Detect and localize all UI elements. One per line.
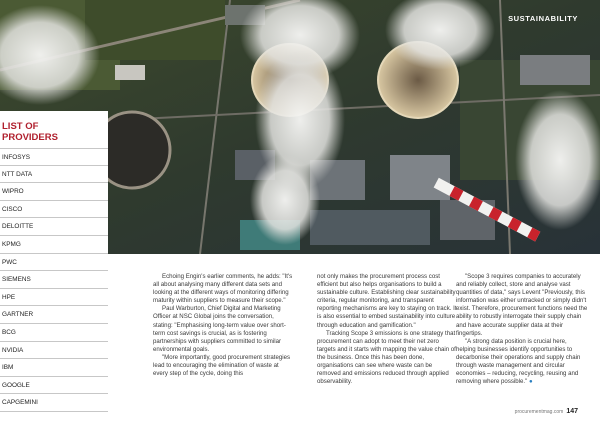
- provider-item: GARTNER: [0, 306, 108, 324]
- sidebar-title-line-1: LIST OF: [2, 121, 39, 132]
- provider-list: [0, 148, 108, 412]
- provider-item: NTT DATA: [0, 166, 108, 184]
- sidebar-title: [0, 121, 110, 143]
- provider-item: HPE: [0, 289, 108, 307]
- provider-item: CAPGEMINI: [0, 394, 108, 412]
- article-column-1: [153, 273, 293, 378]
- provider-item: WIPRO: [0, 183, 108, 201]
- sidebar-title-line-2: PROVIDERS: [2, 132, 58, 143]
- article-paragraph: Paul Warburton, Chief Digital and Marketing Officer at NSC Global joins the conversation, stating: "Emphasising long-term value over short-term cost savings is crucial, as is fostering partnerships with suppliers committed to similar environmental goals.: [153, 305, 286, 353]
- provider-item: CISCO: [0, 201, 108, 219]
- provider-item: DELOITTE: [0, 218, 108, 236]
- provider-item: IBM: [0, 359, 108, 377]
- provider-item: KPMG: [0, 236, 108, 254]
- article-paragraph: Echoing Engin's earlier comments, he adds: "It's all about analysing many different data sets and looking at the different ways of monitoring differing maturity within suppliers to measure their scope.": [153, 273, 293, 305]
- provider-item: INFOSYS: [0, 148, 108, 166]
- end-mark-icon: ●: [528, 378, 533, 386]
- provider-item: SIEMENS: [0, 271, 108, 289]
- article-column-3: [456, 273, 588, 386]
- provider-item: BCG: [0, 324, 108, 342]
- article-paragraph-text: "A strong data position is crucial here, helping businesses identify opportunities to decarbonise their operations and supply chain through waste management and circular economies – reducing, recycling, reusing and removing where possible.": [456, 337, 581, 386]
- section-label: SUSTAINABILITY: [508, 14, 578, 23]
- article-paragraph: "More importantly, good procurement strategies lead to encouraging the elimination of waste at every step of the cycle, doing this: [153, 353, 291, 378]
- providers-sidebar: [0, 111, 108, 424]
- provider-item: NVIDIA: [0, 342, 108, 360]
- footer-site: procurementmag.com: [514, 409, 564, 415]
- page-number: 147: [566, 408, 578, 415]
- page-footer: [515, 408, 578, 415]
- article-paragraph: Tracking Scope 3 emissions is one strategy that procurement can adopt to meet their net zero targets and it starts with mapping the value chain of the business. Once this has been done, organisations can see where waste can be removed and emissions reduced through applied observability.: [317, 329, 456, 386]
- provider-item: GOOGLE: [0, 377, 108, 395]
- article-paragraph: not only makes the procurement process cost efficient but also helps organisations to build a sustainable culture. Establishing clear sustainability criteria, regular monitoring, and transparent reporting mechanisms are key to staying on track. It is also essential to embed sustainability into culture through education and gamification.": [317, 273, 457, 329]
- article-paragraph: "Scope 3 requires companies to accurately and reliably collect, store and analyse vast quantities of data," says Levent "Previously, this information was either untracked or simply didn't exist. Therefore, procurement functions need the ability to robustly interrogate their supply chain and have accurate supplier data at their fingertips.: [456, 273, 588, 337]
- article-paragraph: [456, 338, 588, 387]
- article-column-2: [317, 273, 457, 386]
- provider-item: PWC: [0, 254, 108, 272]
